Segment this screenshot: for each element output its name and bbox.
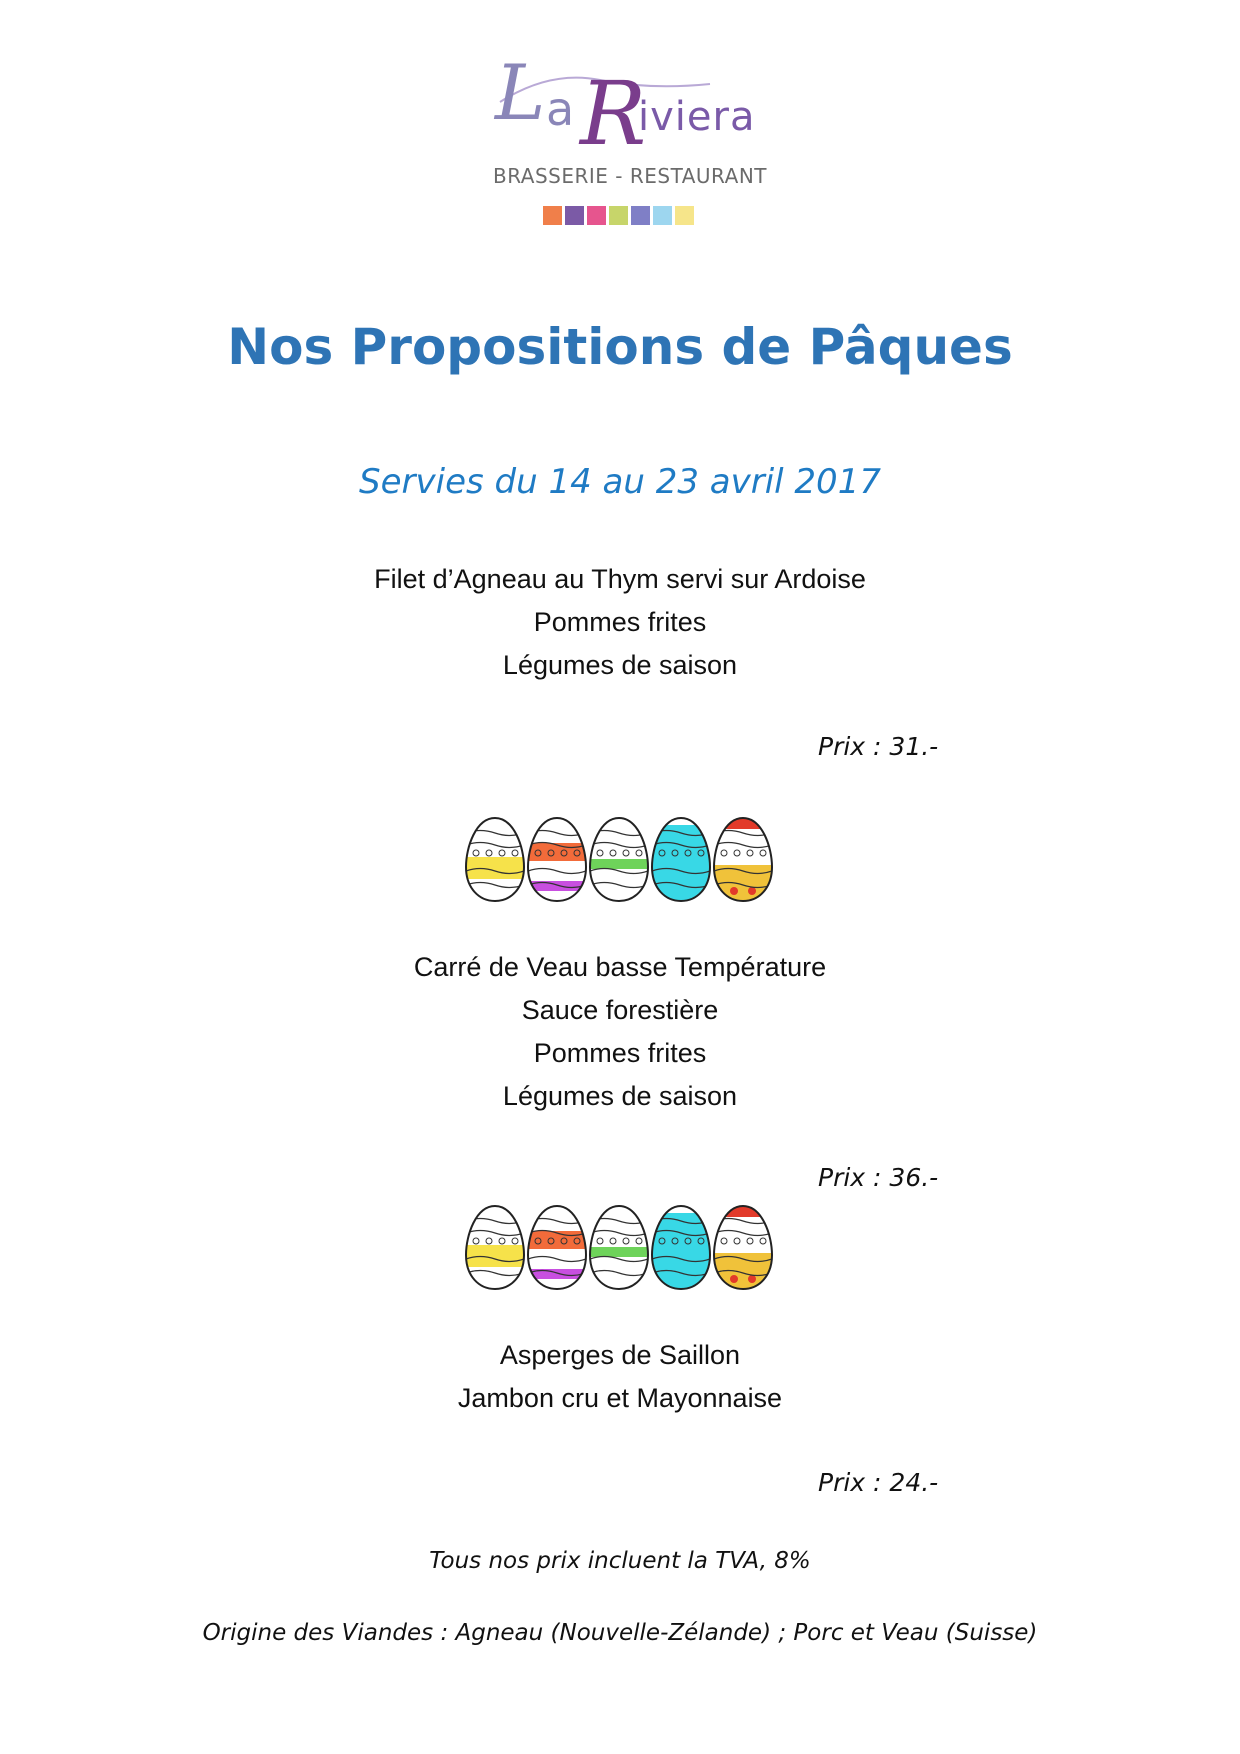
meat-origin-note: Origine des Viandes : Agneau (Nouvelle-Zélande) ; Porc et Veau (Suisse) bbox=[202, 1620, 1038, 1646]
color-swatch bbox=[609, 206, 628, 225]
page-subtitle: Servies du 14 au 23 avril 2017 bbox=[359, 462, 881, 502]
easter-eggs-divider bbox=[464, 1203, 774, 1293]
easter-egg bbox=[588, 815, 650, 905]
logo-letter-a: a bbox=[546, 82, 575, 136]
easter-egg bbox=[650, 815, 712, 905]
logo-letter-r: R bbox=[580, 62, 647, 165]
restaurant-logo bbox=[480, 40, 780, 240]
dish-line: Filet d’Agneau au Thym servi sur Ardoise bbox=[374, 564, 866, 594]
dish-line: Légumes de saison bbox=[502, 650, 738, 680]
dish-3 bbox=[0, 1334, 1240, 1420]
dish-line: Légumes de saison bbox=[502, 1081, 738, 1111]
dish-line: Pommes frites bbox=[533, 1038, 707, 1068]
color-swatch bbox=[543, 206, 562, 225]
easter-egg bbox=[712, 815, 774, 905]
logo-subtitle: BRASSERIE - RESTAURANT bbox=[492, 164, 768, 188]
logo-letter-l: L bbox=[495, 48, 546, 137]
easter-egg bbox=[526, 815, 588, 905]
easter-egg bbox=[526, 1203, 588, 1293]
logo-color-swatches bbox=[543, 206, 697, 225]
dish-line: Carré de Veau basse Température bbox=[413, 952, 827, 982]
easter-eggs-divider bbox=[464, 815, 774, 905]
color-swatch bbox=[675, 206, 694, 225]
color-swatch bbox=[631, 206, 650, 225]
color-swatch bbox=[653, 206, 672, 225]
logo-wordmark bbox=[480, 40, 780, 165]
dish-line: Asperges de Saillon bbox=[499, 1340, 741, 1370]
dish-line: Sauce forestière bbox=[521, 995, 719, 1025]
dish-line: Pommes frites bbox=[533, 607, 707, 637]
logo-letters-iviera: iviera bbox=[638, 94, 756, 140]
vat-note: Tous nos prix incluent la TVA, 8% bbox=[429, 1548, 811, 1574]
easter-egg bbox=[588, 1203, 650, 1293]
easter-egg bbox=[464, 1203, 526, 1293]
easter-egg bbox=[712, 1203, 774, 1293]
easter-eggs-illustration bbox=[464, 815, 774, 905]
easter-egg bbox=[650, 1203, 712, 1293]
price-dish-1: Prix : 31.- bbox=[818, 732, 939, 761]
dish-2 bbox=[0, 946, 1240, 1118]
easter-eggs-illustration bbox=[464, 1203, 774, 1293]
easter-egg bbox=[464, 815, 526, 905]
dish-1 bbox=[0, 558, 1240, 687]
color-swatch bbox=[565, 206, 584, 225]
page-title: Nos Propositions de Pâques bbox=[227, 318, 1013, 376]
color-swatch bbox=[587, 206, 606, 225]
price-dish-2: Prix : 36.- bbox=[818, 1163, 939, 1192]
price-dish-3: Prix : 24.- bbox=[818, 1468, 939, 1497]
dish-line: Jambon cru et Mayonnaise bbox=[457, 1383, 783, 1413]
